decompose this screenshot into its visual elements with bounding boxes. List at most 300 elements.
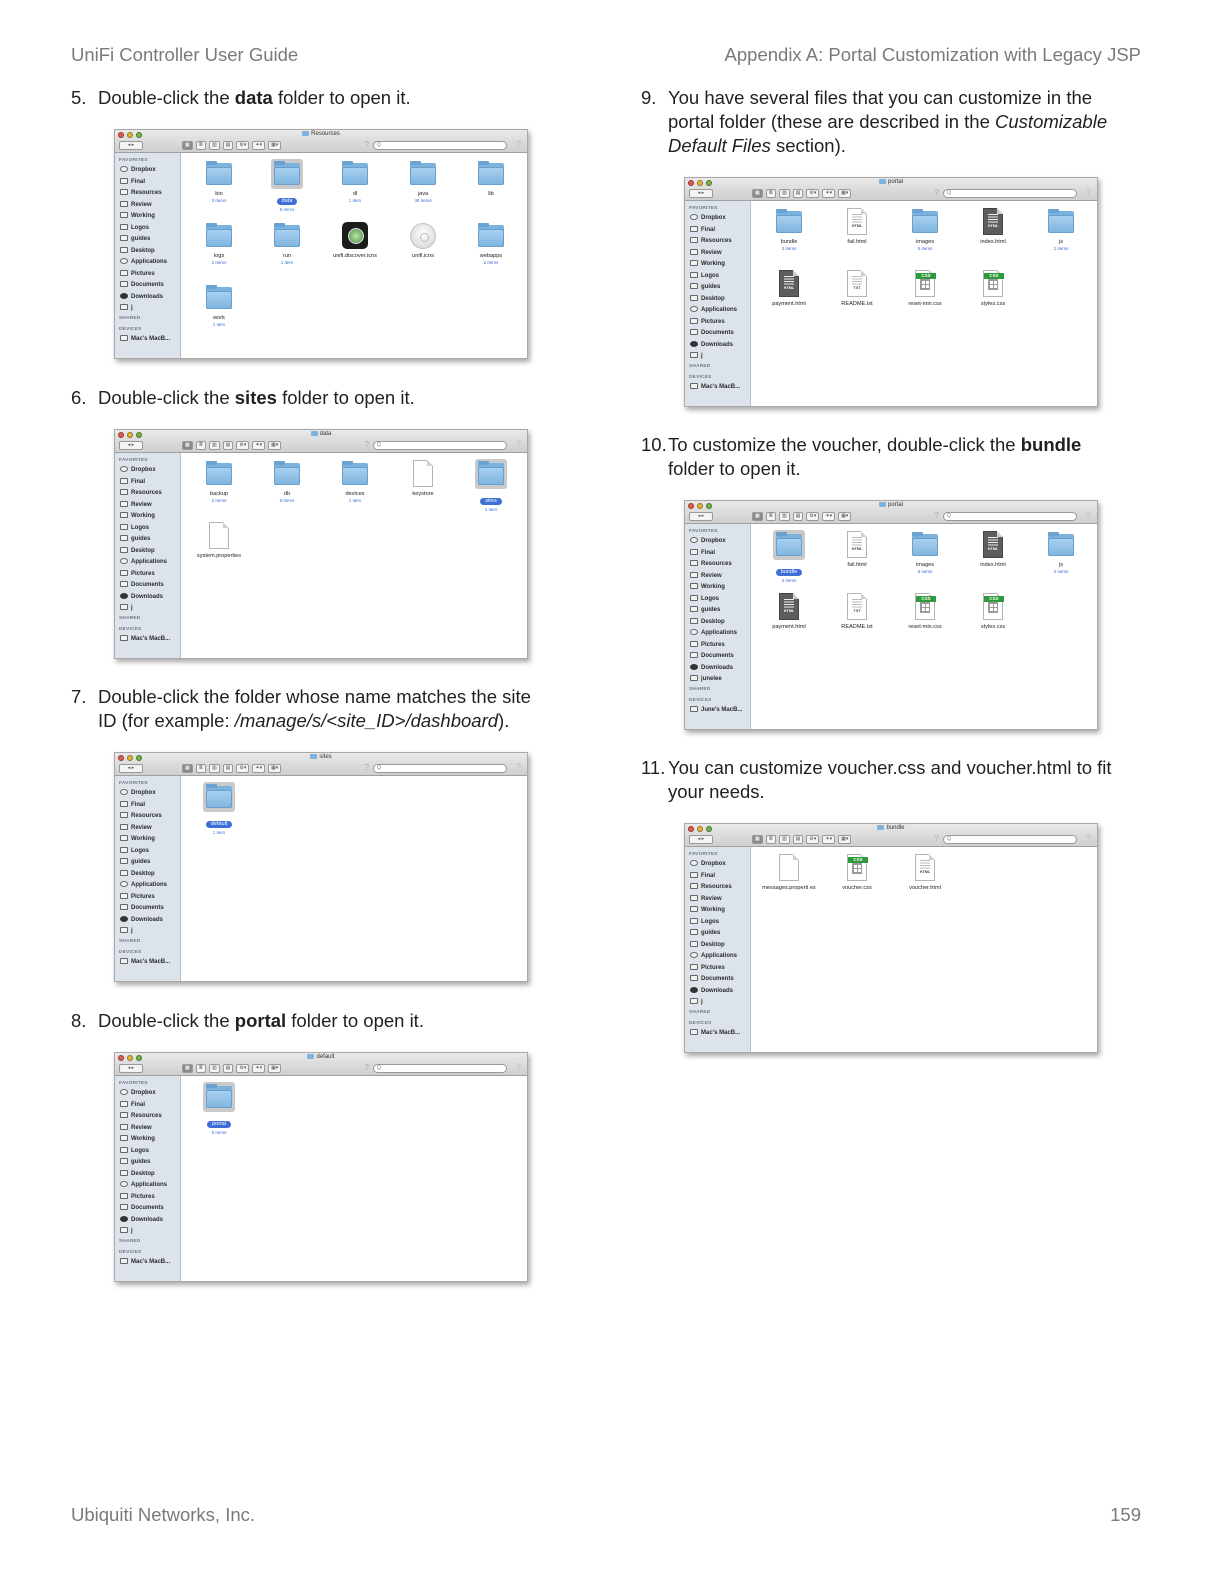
file-name: keystore	[412, 491, 434, 497]
file-item-count: 1 item	[212, 830, 226, 835]
file-item-count: 5 items	[917, 245, 933, 251]
file-item[interactable]	[756, 530, 822, 584]
document-icon: CSS	[977, 592, 1009, 622]
sidebar-item-final[interactable]: Final	[115, 800, 180, 812]
file-name: index.html	[980, 239, 1006, 245]
laptop-icon	[120, 335, 128, 341]
help-icon[interactable]: ?	[515, 439, 521, 449]
laptop-icon	[690, 383, 698, 389]
sidebar-item-dropbox[interactable]: Dropbox	[685, 536, 750, 548]
file-item[interactable]	[390, 159, 456, 203]
folder-icon	[120, 201, 128, 207]
sidebar-item-pictures[interactable]: Pictures	[685, 640, 750, 652]
sidebar-item-desktop[interactable]: Desktop	[115, 546, 180, 558]
sidebar-item-review[interactable]: Review	[115, 1123, 180, 1135]
folder-icon	[690, 641, 698, 647]
arrange-menu-button[interactable]: ▦▾	[268, 141, 281, 150]
action-menu-button[interactable]: ⚙▾	[236, 1064, 249, 1073]
folder-icon	[120, 835, 128, 841]
action-menu-button[interactable]: ⚙▾	[236, 764, 249, 773]
back-forward-buttons[interactable]: ◂ ▸	[689, 512, 713, 521]
arrange-menu-button[interactable]: ▦▾	[838, 512, 851, 521]
sidebar-item-dropbox[interactable]: Dropbox	[115, 465, 180, 477]
sidebar-item-device[interactable]: Mac's MacB...	[115, 957, 180, 969]
folder-icon	[120, 524, 128, 530]
action-menu-button[interactable]: ⚙▾	[236, 441, 249, 450]
icon-view-button[interactable]: ▦	[182, 764, 193, 773]
file-item-count: 1 item	[348, 197, 362, 203]
file-item[interactable]	[186, 221, 252, 265]
finder-content	[182, 153, 527, 358]
sidebar-item-resources[interactable]: Resources	[115, 1111, 180, 1123]
sidebar-section-favorites: FAVORITES	[119, 458, 148, 463]
search-input[interactable]	[373, 764, 507, 773]
folder-icon	[690, 306, 698, 312]
file-name: portal	[207, 1121, 231, 1128]
folder-icon	[120, 801, 128, 807]
list-view-button[interactable]: ≣	[766, 189, 776, 198]
sidebar-item-documents[interactable]: Documents	[115, 1203, 180, 1215]
file-item-count: 2 items	[1053, 245, 1069, 251]
file-item[interactable]	[186, 782, 252, 836]
sidebar-item-user[interactable]: j	[115, 603, 180, 615]
finder-content	[182, 453, 527, 658]
list-view-button[interactable]: ≣	[196, 141, 206, 150]
help-icon[interactable]: ?	[364, 763, 369, 772]
search-icon: Q	[947, 513, 951, 519]
sidebar-item-resources[interactable]: Resources	[685, 236, 750, 248]
list-view-button[interactable]: ≣	[196, 1064, 206, 1073]
sidebar-item-desktop[interactable]: Desktop	[685, 940, 750, 952]
file-item[interactable]	[960, 269, 1026, 308]
sidebar-item-user[interactable]: j	[685, 351, 750, 363]
file-item[interactable]	[892, 853, 958, 892]
back-forward-buttons[interactable]: ◂ ▸	[689, 835, 713, 844]
file-name: system.properties	[196, 553, 242, 559]
sidebar-item-downloads[interactable]: Downloads	[115, 592, 180, 604]
back-forward-buttons[interactable]: ◂ ▸	[119, 441, 143, 450]
column-view-button[interactable]: ▥	[209, 1064, 220, 1073]
folder-icon	[120, 281, 128, 287]
column-view-button[interactable]: ▥	[209, 141, 220, 150]
sidebar-item-downloads[interactable]: Downloads	[685, 663, 750, 675]
sidebar-item-review[interactable]: Review	[115, 200, 180, 212]
list-view-button[interactable]: ≣	[766, 835, 776, 844]
sidebar-item-desktop[interactable]: Desktop	[685, 294, 750, 306]
sidebar-item-review[interactable]: Review	[115, 500, 180, 512]
sidebar-item-user[interactable]: j	[115, 303, 180, 315]
sidebar-item-review[interactable]: Review	[115, 823, 180, 835]
sidebar-section-devices: DEVICES	[119, 326, 142, 332]
dropbox-menu-button[interactable]: ✦▾	[822, 189, 835, 198]
icon-view-button[interactable]: ▦	[182, 441, 193, 450]
folder-icon	[120, 1193, 128, 1199]
finder-window-sites	[114, 752, 528, 982]
coverflow-view-button[interactable]: ▤	[223, 1064, 234, 1073]
sidebar-item-device[interactable]: Mac's MacB...	[115, 1257, 180, 1269]
folder-icon	[120, 1216, 128, 1222]
help-icon[interactable]: ?	[364, 1063, 369, 1072]
file-item[interactable]	[186, 159, 252, 203]
sidebar-item-user[interactable]: j	[685, 997, 750, 1009]
file-item[interactable]	[186, 283, 252, 327]
sidebar-item-guides[interactable]: guides	[685, 282, 750, 294]
folder-icon	[690, 895, 698, 901]
sidebar-item-working[interactable]: Working	[115, 1134, 180, 1146]
column-view-button[interactable]: ▥	[779, 835, 790, 844]
home-icon	[690, 352, 698, 358]
icon-view-button[interactable]: ▦	[182, 1064, 193, 1073]
sidebar-item-final[interactable]: Final	[115, 477, 180, 489]
action-menu-button[interactable]: ⚙▾	[236, 141, 249, 150]
folder-icon	[120, 1135, 128, 1141]
search-input[interactable]	[943, 512, 1077, 521]
file-item[interactable]	[322, 221, 388, 260]
file-item[interactable]	[824, 530, 890, 569]
sidebar-item-resources[interactable]: Resources	[685, 559, 750, 571]
help-icon[interactable]: ?	[934, 834, 939, 843]
help-icon[interactable]: ?	[934, 188, 939, 197]
sidebar-item-guides[interactable]: guides	[685, 928, 750, 940]
sidebar-item-device[interactable]: Mac's MacB...	[685, 1028, 750, 1040]
sidebar-section-favorites: FAVORITES	[689, 206, 718, 211]
sidebar-item-resources[interactable]: Resources	[685, 882, 750, 894]
column-view-button[interactable]: ▥	[209, 441, 220, 450]
sidebar-item-working[interactable]: Working	[115, 211, 180, 223]
sidebar-item-dropbox[interactable]: Dropbox	[115, 788, 180, 800]
file-item[interactable]	[186, 459, 252, 503]
file-item[interactable]	[458, 221, 524, 265]
sidebar-section-favorites: FAVORITES	[689, 529, 718, 534]
folder-icon	[120, 1170, 128, 1176]
sidebar-item-working[interactable]: Working	[115, 511, 180, 523]
file-item[interactable]	[254, 221, 320, 265]
file-item[interactable]	[1028, 530, 1094, 574]
file-item[interactable]	[892, 269, 958, 308]
document-icon: HTML	[977, 530, 1009, 560]
sidebar-item-resources[interactable]: Resources	[115, 488, 180, 500]
file-item[interactable]	[892, 530, 958, 574]
arrange-menu-button[interactable]: ▦▾	[268, 441, 281, 450]
running-header-left: UniFi Controller User Guide	[71, 44, 299, 65]
folder-icon	[120, 847, 128, 853]
folder-icon	[909, 530, 941, 560]
help-icon[interactable]: ?	[515, 762, 521, 772]
sidebar-item-logos[interactable]: Logos	[115, 1146, 180, 1158]
file-item[interactable]	[390, 459, 456, 498]
folder-icon	[120, 904, 128, 910]
file-item[interactable]	[892, 207, 958, 251]
sidebar-item-resources[interactable]: Resources	[115, 811, 180, 823]
sidebar-item-desktop[interactable]: Desktop	[115, 869, 180, 881]
folder-icon	[339, 459, 371, 489]
folder-icon	[690, 560, 698, 566]
help-icon[interactable]: ?	[364, 140, 369, 149]
sidebar-item-desktop[interactable]: Desktop	[685, 617, 750, 629]
folder-icon	[203, 459, 235, 489]
folder-icon	[690, 872, 698, 878]
file-name: fail.html	[847, 562, 867, 568]
folder-icon	[690, 883, 698, 889]
folder-icon	[690, 260, 698, 266]
home-icon	[120, 304, 128, 310]
back-forward-buttons[interactable]: ◂ ▸	[119, 141, 143, 150]
file-name: run	[282, 253, 292, 259]
sidebar-item-final[interactable]: Final	[685, 548, 750, 560]
sidebar-item-dropbox[interactable]: Dropbox	[115, 1088, 180, 1100]
sidebar-item-pictures[interactable]: Pictures	[115, 269, 180, 281]
finder-content	[752, 847, 1097, 1052]
sidebar-item-downloads[interactable]: Downloads	[685, 340, 750, 352]
dropbox-menu-button[interactable]: ✦▾	[252, 141, 265, 150]
sidebar-item-guides[interactable]: guides	[685, 605, 750, 617]
coverflow-view-button[interactable]: ▤	[793, 189, 804, 198]
help-icon[interactable]: ?	[364, 440, 369, 449]
sidebar-item-logos[interactable]: Logos	[115, 223, 180, 235]
search-input[interactable]	[943, 189, 1077, 198]
file-item[interactable]	[254, 159, 320, 213]
step-10: 10. To customize the voucher, double-click the bundle folder to open it.	[641, 434, 1082, 479]
column-view-button[interactable]: ▥	[209, 764, 220, 773]
file-item[interactable]	[824, 207, 890, 246]
file-item[interactable]	[824, 853, 890, 892]
window-titlebar	[685, 178, 1097, 201]
list-view-button[interactable]: ≣	[196, 764, 206, 773]
sidebar-item-final[interactable]: Final	[685, 225, 750, 237]
help-icon[interactable]: ?	[515, 139, 521, 149]
sidebar-item-device[interactable]: Mac's MacB...	[685, 382, 750, 394]
file-item[interactable]	[892, 592, 958, 631]
sidebar-item-desktop[interactable]: Desktop	[115, 246, 180, 258]
footer-company: Ubiquiti Networks, Inc.	[71, 1504, 256, 1525]
action-menu-button[interactable]: ⚙▾	[806, 512, 819, 521]
folder-icon	[311, 431, 318, 436]
file-item[interactable]	[186, 521, 252, 560]
sidebar-item-documents[interactable]: Documents	[685, 328, 750, 340]
file-item[interactable]	[390, 221, 456, 260]
sidebar-item-user[interactable]: j	[115, 1226, 180, 1238]
sidebar-item-documents[interactable]: Documents	[115, 280, 180, 292]
file-item-count: 5 items	[279, 497, 295, 503]
back-forward-buttons[interactable]: ◂ ▸	[689, 189, 713, 198]
file-item[interactable]	[186, 1082, 252, 1136]
sidebar-item-applications[interactable]: Applications	[115, 880, 180, 892]
home-icon	[120, 1227, 128, 1233]
icon-view-button[interactable]: ▦	[182, 141, 193, 150]
coverflow-view-button[interactable]: ▤	[223, 141, 234, 150]
arrange-menu-button[interactable]: ▦▾	[838, 189, 851, 198]
action-menu-button[interactable]: ⚙▾	[806, 189, 819, 198]
folder-icon	[690, 318, 698, 324]
dropbox-menu-button[interactable]: ✦▾	[252, 441, 265, 450]
list-view-button[interactable]: ≣	[196, 441, 206, 450]
document-icon	[773, 853, 805, 883]
sidebar-item-review[interactable]: Review	[685, 894, 750, 906]
arrange-menu-button[interactable]: ▦▾	[268, 764, 281, 773]
file-item[interactable]	[458, 459, 524, 513]
search-icon: Q	[377, 142, 381, 148]
file-item-count: 3 items	[781, 578, 797, 583]
sidebar-item-downloads[interactable]: Downloads	[115, 915, 180, 927]
finder-sidebar	[115, 776, 181, 981]
file-name: backup	[209, 491, 229, 497]
file-name: payment.html	[772, 301, 806, 307]
sidebar-item-documents[interactable]: Documents	[685, 651, 750, 663]
file-item[interactable]	[1028, 207, 1094, 251]
sidebar-item-working[interactable]: Working	[685, 582, 750, 594]
dropbox-menu-button[interactable]: ✦▾	[252, 1064, 265, 1073]
action-menu-button[interactable]: ⚙▾	[806, 835, 819, 844]
file-name: bundle	[776, 569, 803, 576]
arrange-menu-button[interactable]: ▦▾	[838, 835, 851, 844]
coverflow-view-button[interactable]: ▤	[223, 441, 234, 450]
column-view-button[interactable]: ▥	[779, 512, 790, 521]
folder-icon	[690, 595, 698, 601]
folder-icon	[690, 249, 698, 255]
sidebar-item-final[interactable]: Final	[115, 1100, 180, 1112]
column-view-button[interactable]: ▥	[779, 189, 790, 198]
sidebar-item-applications[interactable]: Applications	[115, 557, 180, 569]
home-icon	[690, 675, 698, 681]
sidebar-item-downloads[interactable]: Downloads	[115, 1215, 180, 1227]
sidebar-item-applications[interactable]: Applications	[115, 1180, 180, 1192]
file-item[interactable]	[960, 530, 1026, 569]
sidebar-item-guides[interactable]: guides	[115, 534, 180, 546]
sidebar-item-documents[interactable]: Documents	[115, 580, 180, 592]
file-item[interactable]	[322, 459, 388, 503]
sidebar-item-documents[interactable]: Documents	[685, 974, 750, 986]
icon-view-button[interactable]: ▦	[752, 512, 763, 521]
sidebar-item-pictures[interactable]: Pictures	[115, 1192, 180, 1204]
folder-icon	[120, 570, 128, 576]
sidebar-item-pictures[interactable]: Pictures	[115, 892, 180, 904]
help-icon[interactable]: ?	[515, 1062, 521, 1072]
list-view-button[interactable]: ≣	[766, 512, 776, 521]
sidebar-item-review[interactable]: Review	[685, 571, 750, 583]
icon-view-button[interactable]: ▦	[752, 835, 763, 844]
sidebar-item-applications[interactable]: Applications	[685, 951, 750, 963]
sidebar-item-dropbox[interactable]: Dropbox	[115, 165, 180, 177]
sidebar-item-working[interactable]: Working	[115, 834, 180, 846]
finder-sidebar	[685, 201, 751, 406]
sidebar-item-guides[interactable]: guides	[115, 234, 180, 246]
sidebar-item-downloads[interactable]: Downloads	[115, 292, 180, 304]
sidebar-item-logos[interactable]: Logos	[685, 917, 750, 929]
sidebar-item-pictures[interactable]: Pictures	[685, 317, 750, 329]
sidebar-item-logos[interactable]: Logos	[685, 594, 750, 606]
bold-term: sites	[234, 387, 277, 408]
search-input[interactable]	[373, 1064, 507, 1073]
file-item[interactable]	[756, 269, 822, 308]
folder-icon	[690, 272, 698, 278]
sidebar-item-applications[interactable]: Applications	[115, 257, 180, 269]
sidebar-section-favorites: FAVORITES	[119, 781, 148, 786]
sidebar-item-documents[interactable]: Documents	[115, 903, 180, 915]
folder-icon	[690, 941, 698, 947]
back-forward-buttons[interactable]: ◂ ▸	[119, 764, 143, 773]
sidebar-item-resources[interactable]: Resources	[115, 188, 180, 200]
sidebar-item-logos[interactable]: Logos	[115, 523, 180, 535]
sidebar-item-logos[interactable]: Logos	[115, 846, 180, 858]
search-input[interactable]	[373, 441, 507, 450]
sidebar-item-review[interactable]: Review	[685, 248, 750, 260]
sidebar-item-desktop[interactable]: Desktop	[115, 1169, 180, 1181]
finder-content	[752, 201, 1097, 406]
sidebar-item-logos[interactable]: Logos	[685, 271, 750, 283]
sidebar-item-working[interactable]: Working	[685, 259, 750, 271]
sidebar-item-guides[interactable]: guides	[115, 857, 180, 869]
sidebar-item-device[interactable]: Mac's MacB...	[115, 634, 180, 646]
help-icon[interactable]: ?	[934, 511, 939, 520]
file-item[interactable]	[458, 159, 524, 198]
sidebar-item-user[interactable]: junelee	[685, 674, 750, 686]
file-item[interactable]	[960, 592, 1026, 631]
file-name: styles.css	[980, 624, 1006, 630]
sidebar-item-device[interactable]: June's MacB...	[685, 705, 750, 717]
folder-icon	[120, 547, 128, 553]
sidebar-item-guides[interactable]: guides	[115, 1157, 180, 1169]
back-forward-buttons[interactable]: ◂ ▸	[119, 1064, 143, 1073]
folder-icon	[120, 512, 128, 518]
sidebar-section-shared: SHARED	[119, 938, 141, 944]
file-item[interactable]	[322, 159, 388, 203]
step-number: 10.	[641, 434, 667, 455]
folder-icon	[120, 258, 128, 264]
search-input[interactable]	[373, 141, 507, 150]
file-item[interactable]	[756, 207, 822, 251]
folder-icon	[120, 247, 128, 253]
arrange-menu-button[interactable]: ▦▾	[268, 1064, 281, 1073]
search-input[interactable]	[943, 835, 1077, 844]
sidebar-item-dropbox[interactable]: Dropbox	[685, 213, 750, 225]
icon-view-button[interactable]: ▦	[752, 189, 763, 198]
file-item[interactable]	[960, 207, 1026, 246]
file-item[interactable]	[756, 853, 822, 892]
coverflow-view-button[interactable]: ▤	[223, 764, 234, 773]
sidebar-item-device[interactable]: Mac's MacB...	[115, 334, 180, 346]
folder-icon	[690, 295, 698, 301]
sidebar-item-final[interactable]: Final	[685, 871, 750, 883]
help-icon[interactable]: ?	[1085, 833, 1091, 843]
sidebar-item-dropbox[interactable]: Dropbox	[685, 859, 750, 871]
help-icon[interactable]: ?	[1085, 510, 1091, 520]
folder-icon	[120, 1158, 128, 1164]
sidebar-item-pictures[interactable]: Pictures	[115, 569, 180, 581]
sidebar-item-working[interactable]: Working	[685, 905, 750, 917]
file-item[interactable]	[254, 459, 320, 503]
folder-icon	[1045, 530, 1077, 560]
sidebar-item-downloads[interactable]: Downloads	[685, 986, 750, 998]
folder-icon	[690, 860, 698, 866]
file-item[interactable]	[824, 592, 890, 631]
help-icon[interactable]: ?	[1085, 187, 1091, 197]
file-item[interactable]	[756, 592, 822, 631]
dropbox-menu-button[interactable]: ✦▾	[822, 512, 835, 521]
folder-icon	[120, 224, 128, 230]
sidebar-item-pictures[interactable]: Pictures	[685, 963, 750, 975]
file-item[interactable]	[824, 269, 890, 308]
file-item-count: 1 item	[484, 507, 498, 512]
coverflow-view-button[interactable]: ▤	[793, 512, 804, 521]
sidebar-item-applications[interactable]: Applications	[685, 628, 750, 640]
dropbox-menu-button[interactable]: ✦▾	[822, 835, 835, 844]
file-item-count: 6 items	[279, 207, 295, 212]
sidebar-item-applications[interactable]: Applications	[685, 305, 750, 317]
sidebar-item-user[interactable]: j	[115, 926, 180, 938]
dropbox-menu-button[interactable]: ✦▾	[252, 764, 265, 773]
coverflow-view-button[interactable]: ▤	[793, 835, 804, 844]
sidebar-item-final[interactable]: Final	[115, 177, 180, 189]
